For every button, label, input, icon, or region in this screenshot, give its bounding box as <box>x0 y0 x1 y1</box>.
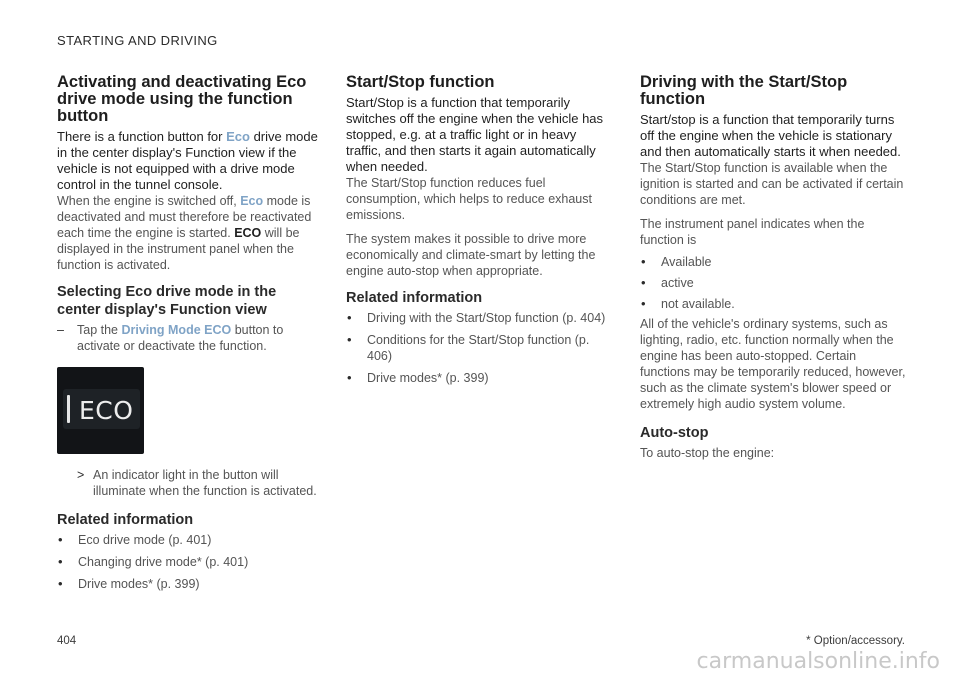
section-title-eco-button: Activating and deactivating Eco drive mode using the function button <box>57 73 307 125</box>
column-eco-mode <box>57 74 323 592</box>
driving-body-4: To auto-stop the engine: <box>640 446 775 460</box>
related-link[interactable]: • Drive modes* (p. 399) <box>57 576 323 592</box>
watermark: carmanualsonline.info <box>696 649 940 674</box>
related-link[interactable]: • Conditions for the Start/Stop function (p. 406) <box>346 332 612 364</box>
related-list-eco <box>57 532 323 592</box>
related-link[interactable]: • Eco drive mode (p. 401) <box>57 532 323 548</box>
related-title-eco: Related information <box>57 512 194 528</box>
related-link[interactable]: • Changing drive mode* (p. 401) <box>57 554 323 570</box>
status-item: • active <box>640 275 908 291</box>
subhead-function-view: Selecting Eco drive mode in the center display's Function view <box>57 284 277 318</box>
column-driving-start-stop <box>640 74 908 461</box>
status-item: • not available. <box>640 296 908 312</box>
start-stop-body-2: The system makes it possible to drive more economically and climate-smart by letting the engine auto-stop when appropriate. <box>346 232 596 278</box>
status-list <box>640 254 908 312</box>
driving-lead: Start/stop is a function that temporarily turns off the engine when the vehicle is stationary and then automatically starts it when needed. <box>640 112 901 159</box>
running-header: STARTING AND DRIVING <box>57 33 218 48</box>
related-list-start-stop <box>346 310 612 386</box>
indicator-light-icon <box>67 395 70 423</box>
driving-mode-eco-label: Driving Mode ECO <box>121 323 232 337</box>
eco-lead-paragraph: There is a function button for Eco drive mode in the center display's Function view if the vehicle is not equipped with a drive mode control in the tunnel console. <box>57 129 318 192</box>
eco-highlight: Eco <box>226 129 250 144</box>
related-link[interactable]: • Driving with the Start/Stop function (p. 404) <box>346 310 612 326</box>
footnote: * Option/accessory. <box>806 635 905 647</box>
driving-body-1: The Start/Stop function is available when the ignition is started and can be activated if certain conditions are met. <box>640 161 904 207</box>
subhead-auto-stop: Auto-stop <box>640 425 709 441</box>
driving-body-2: The instrument panel indicates when the function is <box>640 217 865 247</box>
start-stop-lead: Start/Stop is a function that temporarily switches off the engine when the vehicle has stopped, e.g. at a traffic light or in heavy traffic, and then starts it again automatically when needed. <box>346 95 604 174</box>
eco-function-button <box>63 389 140 429</box>
eco-body-paragraph: When the engine is switched off, Eco mode is deactivated and must therefore be reactivated each time the engine is started. ECO will be displayed in the instrument panel when the function is activated. <box>57 194 312 272</box>
eco-button-image <box>57 367 144 454</box>
related-title-start-stop: Related information <box>346 290 483 306</box>
related-link[interactable]: • Drive modes* (p. 399) <box>346 370 612 386</box>
page-number: 404 <box>57 635 77 647</box>
section-title-start-stop: Start/Stop function <box>346 73 495 91</box>
driving-body-3: All of the vehicle's ordinary systems, such as lighting, radio, etc. function normally when the engine has been auto-stopped. Certain functions may be temporarily reduced, however, such as the climate system's blower speed or extremely high audio system volume. <box>640 317 906 411</box>
column-start-stop <box>346 74 612 386</box>
section-title-driving-start-stop: Driving with the Start/Stop function <box>640 73 848 108</box>
eco-button-label: ECO <box>79 396 134 425</box>
status-item: • Available <box>640 254 908 270</box>
instruction-step: – Tap the Driving Mode ECO button to activate or deactivate the function. <box>57 323 284 353</box>
step-result: > An indicator light in the button will illuminate when the function is activated. <box>77 468 317 498</box>
start-stop-body-1: The Start/Stop function reduces fuel consumption, which helps to reduce exhaust emissions. <box>346 176 592 222</box>
